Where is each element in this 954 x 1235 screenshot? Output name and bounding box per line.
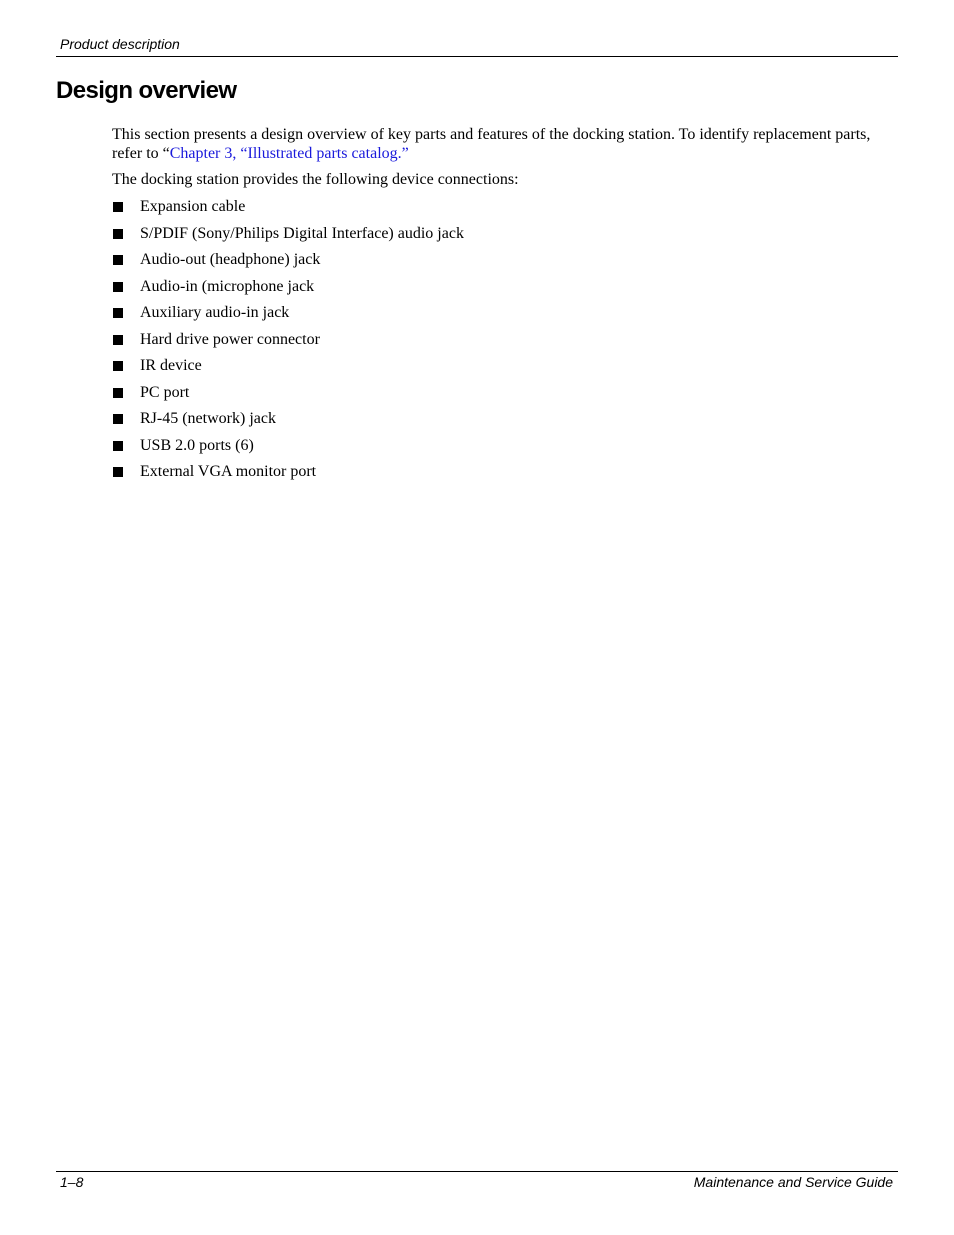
square-bullet-icon xyxy=(113,335,123,345)
page-title: Design overview xyxy=(56,77,237,104)
list-item: S/PDIF (Sony/Philips Digital Interface) audio jack xyxy=(112,224,464,251)
header-divider xyxy=(56,56,898,57)
list-item: IR device xyxy=(112,356,464,383)
square-bullet-icon xyxy=(113,255,123,265)
running-header: Product description xyxy=(60,36,180,52)
list-item: PC port xyxy=(112,383,464,410)
square-bullet-icon xyxy=(113,467,123,477)
list-item: Audio-out (headphone) jack xyxy=(112,250,464,277)
intro-text: This section presents a design overview of key parts and features of the docking station. To identify replacement parts, refer to “ xyxy=(112,126,871,162)
list-item: Hard drive power connector xyxy=(112,330,464,357)
list-item: USB 2.0 ports (6) xyxy=(112,436,464,463)
list-item: Expansion cable xyxy=(112,197,464,224)
page-number: 1–8 xyxy=(60,1174,84,1190)
square-bullet-icon xyxy=(113,441,123,451)
connections-intro: The docking station provides the following device connections: xyxy=(112,171,519,188)
square-bullet-icon xyxy=(113,202,123,212)
list-item: Audio-in (microphone jack xyxy=(112,277,464,304)
square-bullet-icon xyxy=(113,282,123,292)
guide-title: Maintenance and Service Guide xyxy=(693,1174,893,1190)
list-item: Auxiliary audio-in jack xyxy=(112,303,464,330)
square-bullet-icon xyxy=(113,229,123,239)
square-bullet-icon xyxy=(113,414,123,424)
list-item: External VGA monitor port xyxy=(112,462,464,489)
chapter-3-link[interactable]: Chapter 3, “Illustrated parts catalog.” xyxy=(169,145,409,162)
square-bullet-icon xyxy=(113,361,123,371)
square-bullet-icon xyxy=(113,308,123,318)
square-bullet-icon xyxy=(113,388,123,398)
footer-divider xyxy=(56,1171,898,1172)
intro-paragraph xyxy=(112,125,898,163)
connections-list xyxy=(112,197,464,489)
list-item: RJ-45 (network) jack xyxy=(112,409,464,436)
